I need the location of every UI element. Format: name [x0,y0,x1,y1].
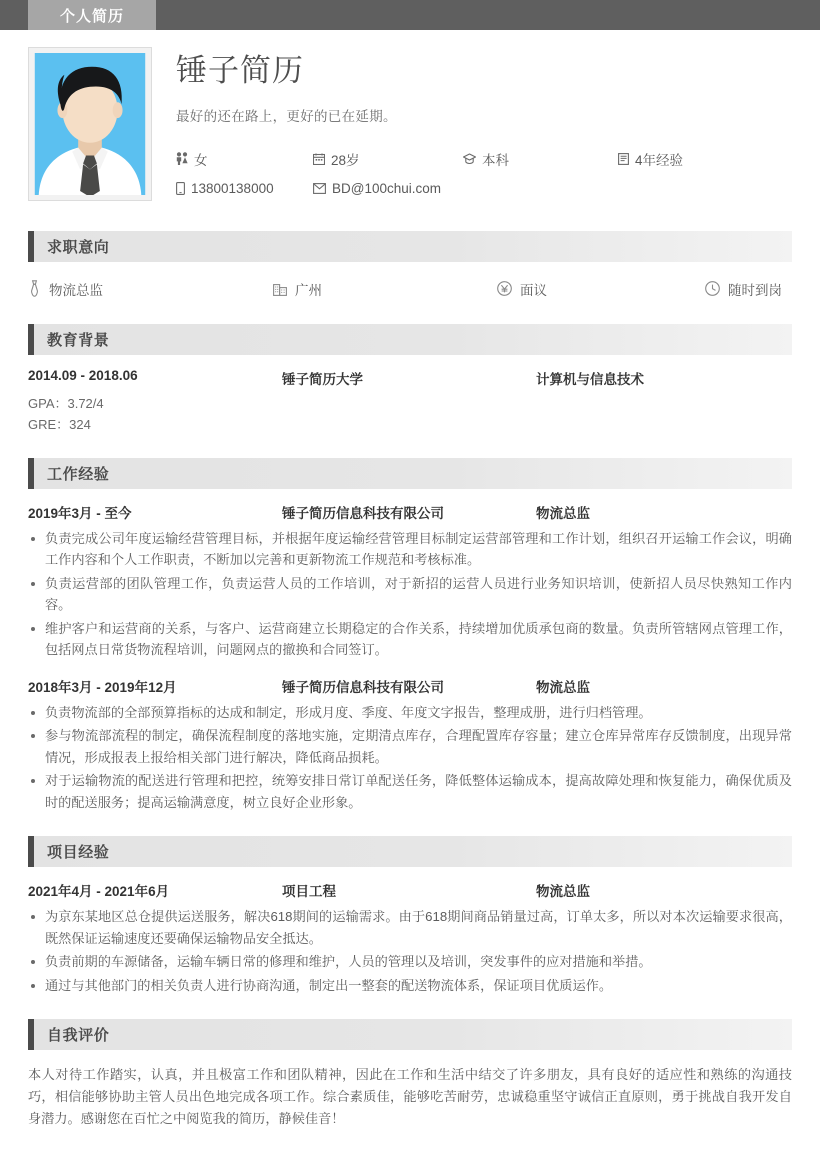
work-duties [28,528,792,661]
education-gpa: GPA：3.72/4 [28,395,104,411]
meta-email-value[interactable]: BD@100chui.com [332,180,442,196]
section-education [0,324,820,435]
work-role: 物流总监 [536,505,590,521]
gender-icon [176,152,188,165]
section-title: 求职意向 [47,238,110,256]
project-date: 2021年4月 - 2021年6月 [28,884,170,900]
yen-icon [497,281,512,296]
work-company: 锤子简历信息科技有限公司 [282,505,444,521]
calendar-icon [313,153,325,165]
meta-gender [176,149,313,169]
intention-availability-value: 随时到岗 [728,282,782,298]
education-date: 2014.09 - 2018.06 [28,367,138,383]
section-work [0,458,820,814]
meta-row-1 [176,149,792,169]
section-project [0,836,820,996]
work-entry [28,663,792,814]
meta-email [313,181,441,196]
section-self-evaluation [0,1019,820,1130]
list-item: 维护客户和运营商的关系，与客户、运营商建立长期稳定的合作关系，持续增加优质承包商的数量。负责所管辖网点管理工作，包括网点日常货物流程培训，问题网点的撤换和合同签订。 [28,618,792,661]
avatar-illustration [34,53,146,195]
meta-degree [463,149,618,169]
section-header-self-evaluation [28,1019,792,1050]
project-entry-head [28,880,792,900]
intention-items [28,262,792,301]
list-item: 对于运输物流的配送进行管理和把控，统筹安排日常订单配送任务，降低整体运输成本，提高故障处理和恢复能力，确保优质及时的配送服务；提高运输满意度，树立良好企业形象。 [28,770,792,813]
education-major: 计算机与信息技术 [536,371,644,387]
project-name: 项目工程 [282,884,336,900]
top-bar [0,0,820,30]
intention-city-value: 广州 [295,282,322,298]
work-date: 2018年3月 - 2019年12月 [28,679,177,695]
work-role: 物流总监 [536,679,590,695]
tab-personal-resume[interactable]: 个人简历 [28,0,156,30]
section-header-education [28,324,792,355]
section-title: 教育背景 [47,331,110,349]
intention-availability [705,279,782,299]
project-role: 物流总监 [536,884,590,900]
work-duties [28,702,792,814]
intention-salary-value: 面议 [520,282,547,298]
education-gre: GRE：324 [28,416,91,432]
intention-position-value: 物流总监 [49,282,103,298]
graduation-cap-icon [463,153,476,165]
section-header-work [28,458,792,489]
meta-experience [618,149,683,169]
work-entry [28,489,792,661]
top-bar-spacer [0,0,28,30]
meta-experience-value: 4年经验 [635,152,684,168]
section-title: 自我评价 [47,1027,110,1045]
project-duties [28,906,792,996]
work-date: 2019年3月 - 至今 [28,505,132,521]
list-item: 负责运营部的团队管理工作，负责运营人员的工作培训，对于新招的运营人员进行业务知识培训，使新招人员尽快熟知工作内容。 [28,573,792,616]
section-header-project [28,836,792,867]
work-company: 锤子简历信息科技有限公司 [282,679,444,695]
meta-phone-value[interactable]: 13800138000 [191,180,274,196]
page-title: 锤子简历 [176,53,304,88]
phone-icon [176,182,185,195]
mail-icon [313,183,326,194]
tagline: 最好的还在路上，更好的已在延期。 [176,108,397,124]
document-icon [618,153,629,165]
section-header-intention [28,231,792,262]
identity-block [152,47,792,208]
section-intention [0,231,820,301]
section-title: 工作经验 [47,465,110,483]
self-evaluation-text: 本人对待工作踏实，认真，并且极富工作和团队精神，因此在工作和生活中结交了许多朋友，具有良好的适应性和熟练的沟通技巧，相信能够协助主管人员出色地完成各项工作。综合素质佳，能够吃苦耐劳，忠诚稳重坚守诚信正直原则，勇于挑战自我开发自身潜力。感谢您在百忙之中阅览我的简历，静候佳音！ [28,1067,792,1127]
education-entry-head [28,368,792,388]
meta-phone [176,181,313,196]
work-entry-head [28,676,792,696]
meta-age [313,149,463,169]
project-entry [28,867,792,996]
meta-age-value: 28岁 [331,152,360,168]
meta-row-2 [176,181,792,196]
intention-city [273,279,497,299]
section-title: 项目经验 [47,844,110,862]
avatar [28,47,152,201]
list-item: 为京东某地区总仓提供运送服务，解决618期间的运输需求。由于618期间商品销量过高，订单太多，所以对本次运输要求很高，既然保证运输速度还要确保运输物品安全抵达。 [28,906,792,949]
list-item: 负责物流部的全部预算指标的达成和制定，形成月度、季度、年度文字报告，整理成册，进行归档管理。 [28,702,792,724]
profile-header [0,30,820,208]
intention-salary [497,279,705,299]
education-entry [28,355,792,435]
meta-gender-value: 女 [194,152,208,168]
list-item: 负责完成公司年度运输经营管理目标，并根据年度运输经营管理目标制定运营部管理和工作计划，组织召开运输工作会议，明确工作内容和个人工作职责，不断加以完善和更新物流工作规范和考核标准。 [28,528,792,571]
meta-degree-value: 本科 [482,152,509,168]
education-details [28,393,792,435]
meta-grid [176,149,792,196]
list-item: 负责前期的车源储备，运输车辆日常的修理和维护，人员的管理以及培训，突发事件的应对措施和举措。 [28,951,792,973]
tie-icon [28,280,41,297]
work-entry-head [28,502,792,522]
list-item: 通过与其他部门的相关负责人进行协商沟通，制定出一整套的配送物流体系，保证项目优质运作。 [28,975,792,997]
clock-icon [705,281,720,296]
education-school: 锤子简历大学 [282,371,363,387]
intention-position [28,279,273,299]
building-icon [273,282,287,296]
list-item: 参与物流部流程的制定，确保流程制度的落地实施，定期清点库存，合理配置库存容量；建立仓库异常库存反馈制度，出现异常情况，形成报表上报给相关部门进行解决，降低商品损耗。 [28,725,792,768]
